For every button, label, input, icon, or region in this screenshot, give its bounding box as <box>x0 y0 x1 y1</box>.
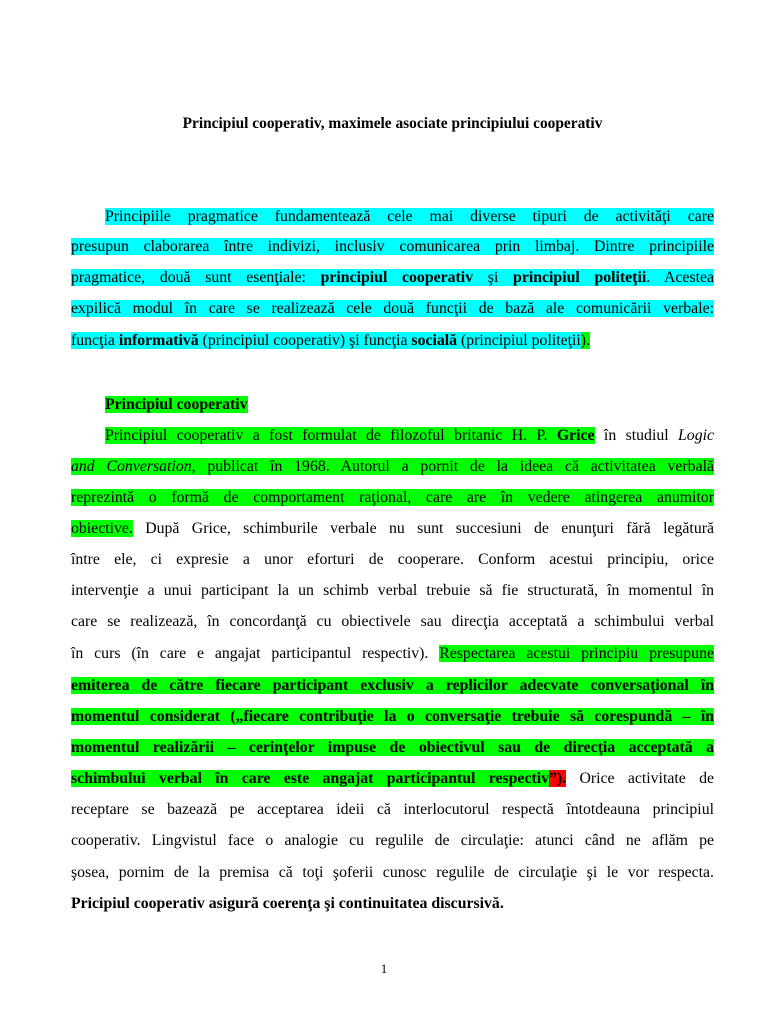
bold-term: principiul cooperativ <box>320 269 474 286</box>
heading-text: Principiul cooperativ <box>105 396 248 413</box>
paragraph-2-line-5 <box>71 549 714 571</box>
text-run: (principiul cooperativ) şi funcţia <box>198 332 412 349</box>
paragraph-2-line-11 <box>71 737 714 759</box>
paragraph-2-line-2 <box>71 456 714 478</box>
paragraph-2-line-12 <box>71 768 714 790</box>
paragraph-2-line-9 <box>71 675 714 697</box>
bold-text: momentul considerat („fiecare contribuţie la o conversaţie trebuie să corespundă – în <box>71 708 714 725</box>
italic-term: and Conversation <box>71 458 192 475</box>
text-run: presupun claborarea între indivizi, inclusiv comunicarea prin limbaj. Dintre principiile <box>71 238 714 255</box>
text-run: Respectarea acestui principiu presupune <box>439 645 714 662</box>
text-run: După Grice, schimburile verbale nu sunt succesiuni de enunţuri fără legătură <box>132 520 714 537</box>
text-run: reprezintă o formă de comportament raţional, care are în vedere atingerea anumitor <box>71 489 714 506</box>
bold-text: ”). <box>549 770 567 787</box>
bold-text: schimbului verbal în care este angajat participantul respectiv <box>71 770 549 787</box>
text-run: intervenţie a unui participant la un schimb verbal trebuie să fie structurată, în momentul în <box>71 582 714 599</box>
paragraph-1-line-1 <box>105 206 714 228</box>
paragraph-1-line-3 <box>71 267 714 289</box>
text-run: Principiul cooperativ a fost formulat de filozoful britanic H. P. <box>105 427 557 444</box>
text-run: cooperativ. Lingvistul face o analogie cu regulile de circulaţie: atunci când ne aflăm pe <box>71 832 714 849</box>
paragraph-1-line-5 <box>71 330 714 352</box>
text-run: în studiul <box>594 427 679 444</box>
text-run: care se realizează, în concordanţă cu obiectivele sau direcţia acceptată a schimbului verbal <box>71 613 714 630</box>
text-run: obiective. <box>71 520 133 537</box>
paragraph-2-line-14 <box>71 830 714 852</box>
text-run: funcţia <box>71 332 119 349</box>
paragraph-2-line-1 <box>105 425 714 447</box>
bold-text: momentul realizării – cerinţelor impuse de obiectivul sau de direcţia acceptată a <box>71 739 714 756</box>
paragraph-2-line-6 <box>71 580 714 602</box>
paragraph-2-line-3 <box>71 487 714 509</box>
text-run: pragmatice, două sunt esenţiale: <box>71 269 321 286</box>
text-run: expilică modul în care se realizează cele două funcţii de bază ale comunicării verbale: <box>71 300 714 317</box>
paragraph-2-line-8 <box>71 643 714 665</box>
section-heading <box>105 394 248 416</box>
paragraph-2-line-7 <box>71 611 714 633</box>
paragraph-2-line-4 <box>71 518 714 540</box>
text-run: receptare se bazează pe acceptarea ideii că interlocutorul respectă întotdeauna principiul <box>71 801 714 818</box>
paragraph-2-line-13 <box>71 799 714 821</box>
text-run: Orice activitate de <box>566 770 714 787</box>
paragraph-2-line-10 <box>71 706 714 728</box>
bold-term: Grice <box>556 427 595 444</box>
text-run: (principiul politeţii <box>457 332 581 349</box>
paragraph-2-line-16 <box>71 893 504 915</box>
bold-text: Pricipiul cooperativ asigură coerenţa şi continuitatea discursivă. <box>71 895 504 912</box>
italic-term: Logic <box>678 427 714 444</box>
text-run: , publicat în 1968. Autorul a pornit de la ideea că activitatea verbală <box>191 458 714 475</box>
page-number: 1 <box>380 961 388 976</box>
paragraph-2-line-15 <box>71 862 714 884</box>
text-run: şi <box>473 269 514 286</box>
bold-text: emiterea de către fiecare participant exclusiv a replicilor adecvate conversaţional în <box>71 677 714 694</box>
bold-term: principiul politeţii <box>513 269 647 286</box>
paragraph-1-line-2 <box>71 236 714 258</box>
text-run: între ele, ci expresie a unor eforturi de cooperare. Conform acestui principiu, orice <box>71 551 714 568</box>
bold-term: socială <box>411 332 458 349</box>
text-run: şosea, pornim de la premisa că toţi şoferii cunosc regulile de circulaţie şi le vor respecta. <box>71 864 714 881</box>
paragraph-1-line-4 <box>71 298 714 320</box>
bold-term: informativă <box>118 332 199 349</box>
text-run: Principiile pragmatice fundamentează cele mai diverse tipuri de activităţi care <box>105 208 714 225</box>
document-title: Principiul cooperativ, maximele asociate principiului cooperativ <box>182 115 603 132</box>
text-run: în curs (în care e angajat participantul respectiv). <box>71 645 440 662</box>
text-run: ). <box>580 332 591 349</box>
text-run: . Acestea <box>646 269 714 286</box>
